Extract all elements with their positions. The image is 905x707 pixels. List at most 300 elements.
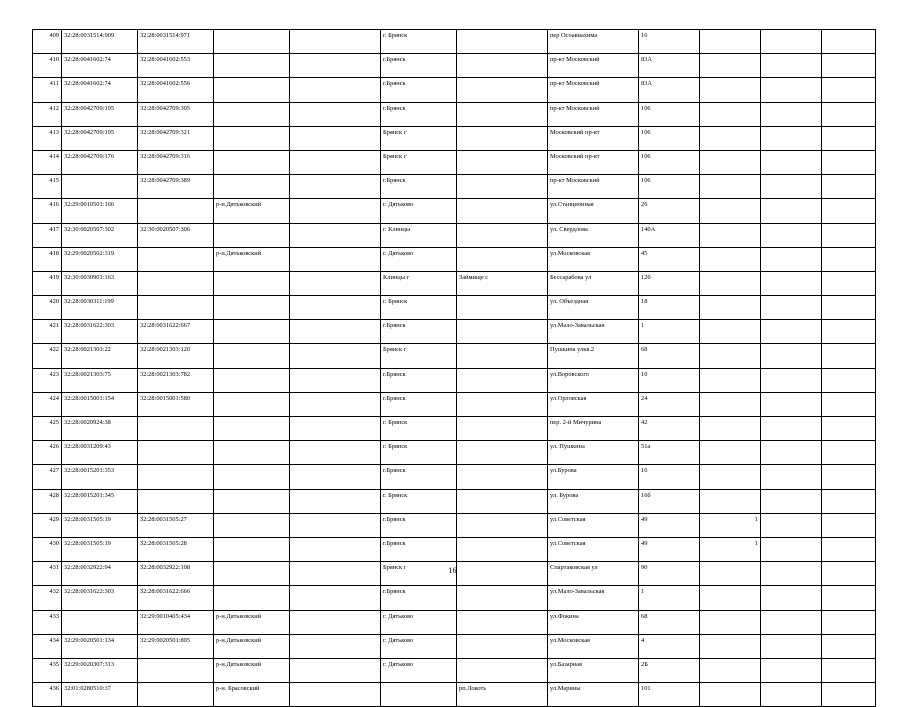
table-cell xyxy=(290,441,381,465)
table-cell xyxy=(700,223,761,247)
table-cell xyxy=(761,78,822,102)
table-cell: 16б xyxy=(639,489,700,513)
table-cell: г.Брянск xyxy=(381,78,457,102)
table-cell xyxy=(290,30,381,54)
table-cell: Брянск г xyxy=(381,126,457,150)
table-cell xyxy=(822,634,876,658)
table-cell: Московский пр-кт xyxy=(548,126,639,150)
table-cell xyxy=(700,344,761,368)
table-cell xyxy=(290,417,381,441)
table-cell: ул.Марины xyxy=(548,683,639,707)
table-cell xyxy=(457,78,548,102)
table-cell xyxy=(290,537,381,561)
table-cell: 422 xyxy=(33,344,62,368)
table-cell xyxy=(457,634,548,658)
table-cell xyxy=(290,78,381,102)
table-cell: 32:28:0031209:43 xyxy=(62,441,138,465)
table-cell xyxy=(381,683,457,707)
table-cell xyxy=(290,223,381,247)
table-cell: ул.Фокина xyxy=(548,610,639,634)
table-cell xyxy=(700,634,761,658)
table-cell: 418 xyxy=(33,247,62,271)
table-cell: 432 xyxy=(33,586,62,610)
table-cell: 430 xyxy=(33,537,62,561)
table-cell xyxy=(457,30,548,54)
table-cell: ул. Бурова xyxy=(548,489,639,513)
table-cell: ул.Московская xyxy=(548,634,639,658)
table-cell xyxy=(214,344,290,368)
table-cell: 32:30:0030901:163 xyxy=(62,271,138,295)
table-cell xyxy=(761,417,822,441)
table-cell: пр-кт Московский xyxy=(548,102,639,126)
table-cell xyxy=(822,150,876,174)
table-cell xyxy=(822,102,876,126)
table-cell: 412 xyxy=(33,102,62,126)
table-cell: 32:28:0015201:345 xyxy=(62,489,138,513)
table-cell xyxy=(700,102,761,126)
table-cell xyxy=(138,489,214,513)
table-cell xyxy=(457,658,548,682)
table-cell: 32:28:0041602:556 xyxy=(138,78,214,102)
table-cell xyxy=(290,513,381,537)
table-cell xyxy=(822,78,876,102)
table-cell: 419 xyxy=(33,271,62,295)
table-cell: г. Дятьково xyxy=(381,610,457,634)
table-cell: 32:30:0020507:306 xyxy=(138,223,214,247)
table-cell: 32:28:0031505:28 xyxy=(138,537,214,561)
table-cell: 411 xyxy=(33,78,62,102)
table-cell: 414 xyxy=(33,150,62,174)
table-cell: г.Брянск xyxy=(381,586,457,610)
table-cell: 32:28:0042709:305 xyxy=(138,102,214,126)
table-cell: г. Дятьково xyxy=(381,658,457,682)
table-cell xyxy=(457,368,548,392)
table-cell: 436 xyxy=(33,683,62,707)
table-row xyxy=(33,368,876,392)
table-cell: 49 xyxy=(639,537,700,561)
table-cell: г.Брянск xyxy=(381,54,457,78)
table-cell xyxy=(457,610,548,634)
table-cell xyxy=(214,54,290,78)
table-cell xyxy=(822,537,876,561)
table-row xyxy=(33,513,876,537)
table-cell xyxy=(290,271,381,295)
table-cell xyxy=(761,54,822,78)
table-cell: 49 xyxy=(639,513,700,537)
table-cell xyxy=(700,320,761,344)
table-cell xyxy=(290,392,381,416)
table-cell: 140А xyxy=(639,223,700,247)
table-cell xyxy=(138,296,214,320)
table-cell: 426 xyxy=(33,441,62,465)
table-cell: Займище с xyxy=(457,271,548,295)
table-cell xyxy=(138,417,214,441)
table-cell: 68 xyxy=(639,610,700,634)
table-cell: 32:28:0042709:321 xyxy=(138,126,214,150)
table-cell xyxy=(290,683,381,707)
table-cell: г.Брянск xyxy=(381,175,457,199)
table-cell xyxy=(700,30,761,54)
table-cell xyxy=(761,223,822,247)
table-cell: ул.Базарная xyxy=(548,658,639,682)
table-cell xyxy=(290,150,381,174)
table-cell xyxy=(761,441,822,465)
table-cell: 32:28:0031622:666 xyxy=(138,586,214,610)
table-cell xyxy=(761,102,822,126)
table-cell xyxy=(214,586,290,610)
table-cell: г. Брянск xyxy=(381,441,457,465)
table-cell: г. Брянск xyxy=(381,417,457,441)
table-cell xyxy=(700,247,761,271)
table-cell: ул. Свердлова xyxy=(548,223,639,247)
table-cell xyxy=(822,513,876,537)
table-cell xyxy=(761,368,822,392)
table-cell xyxy=(761,489,822,513)
table-cell: 32:28:0042709:195 xyxy=(62,102,138,126)
table-cell: 421 xyxy=(33,320,62,344)
table-cell xyxy=(761,150,822,174)
table-cell xyxy=(761,199,822,223)
table-cell xyxy=(457,320,548,344)
table-cell xyxy=(62,610,138,634)
table-cell: 32:28:0041602:74 xyxy=(62,78,138,102)
table-cell xyxy=(700,368,761,392)
table-cell: р-н.Дятьковский xyxy=(214,247,290,271)
table-cell xyxy=(822,344,876,368)
table-cell xyxy=(457,417,548,441)
table-cell: 32:29:0020502:319 xyxy=(62,247,138,271)
table-cell: г.Брянск xyxy=(381,320,457,344)
table-cell xyxy=(700,417,761,441)
table-cell xyxy=(214,126,290,150)
table-cell xyxy=(457,441,548,465)
table-row xyxy=(33,102,876,126)
table-row xyxy=(33,586,876,610)
table-row xyxy=(33,271,876,295)
table-cell xyxy=(761,610,822,634)
table-cell: 1 xyxy=(700,537,761,561)
table-cell xyxy=(700,489,761,513)
table-row xyxy=(33,175,876,199)
table-cell: 32:28:0031514:971 xyxy=(138,30,214,54)
table-cell: 1 xyxy=(639,320,700,344)
table-cell xyxy=(138,658,214,682)
table-cell xyxy=(761,658,822,682)
table-cell xyxy=(457,513,548,537)
table-cell: 32:28:0042709:195 xyxy=(62,126,138,150)
registry-table xyxy=(32,29,876,707)
table-cell xyxy=(214,417,290,441)
table-cell: Брянск г xyxy=(381,344,457,368)
table-cell xyxy=(457,247,548,271)
table-cell xyxy=(214,223,290,247)
table-cell xyxy=(761,247,822,271)
table-cell xyxy=(290,634,381,658)
table-cell: г.Брянск xyxy=(381,368,457,392)
table-cell xyxy=(138,441,214,465)
table-cell: 32:28:0031514:909 xyxy=(62,30,138,54)
table-cell: 415 xyxy=(33,175,62,199)
table-cell xyxy=(62,175,138,199)
table-row xyxy=(33,78,876,102)
table-cell xyxy=(700,658,761,682)
table-cell: 32:29:0020307:313 xyxy=(62,658,138,682)
table-cell: г.Брянск xyxy=(381,513,457,537)
table-cell: 32:28:0021303:75 xyxy=(62,368,138,392)
table-cell xyxy=(214,271,290,295)
table-cell xyxy=(214,489,290,513)
table-cell: 431 xyxy=(33,562,62,586)
table-cell: 32:28:0015001:580 xyxy=(138,392,214,416)
table-cell xyxy=(290,610,381,634)
table-cell: ул.Советская xyxy=(548,513,639,537)
table-cell: ул.Мало-Завальская xyxy=(548,586,639,610)
table-cell xyxy=(457,489,548,513)
table-cell: г.Брянск xyxy=(381,392,457,416)
table-cell xyxy=(457,392,548,416)
table-cell: 32:29:0020501:134 xyxy=(62,634,138,658)
table-cell xyxy=(822,30,876,54)
table-cell xyxy=(457,586,548,610)
table-cell xyxy=(761,30,822,54)
table-cell: 106 xyxy=(639,126,700,150)
table-cell: 32:28:0015201:353 xyxy=(62,465,138,489)
table-cell xyxy=(457,537,548,561)
table-cell xyxy=(761,634,822,658)
table-cell xyxy=(290,368,381,392)
table-cell: пр-кт Московский xyxy=(548,175,639,199)
table-cell: 434 xyxy=(33,634,62,658)
table-cell: 416 xyxy=(33,199,62,223)
table-cell: 2Б xyxy=(639,658,700,682)
table-cell: 409 xyxy=(33,30,62,54)
table-row xyxy=(33,247,876,271)
table-cell: 410 xyxy=(33,54,62,78)
table-cell xyxy=(822,658,876,682)
table-cell: 68 xyxy=(639,344,700,368)
table-cell xyxy=(290,344,381,368)
table-cell: Брянск г xyxy=(381,150,457,174)
table-cell: г. Дятьково xyxy=(381,199,457,223)
table-cell xyxy=(822,392,876,416)
table-cell xyxy=(138,683,214,707)
table-cell xyxy=(822,368,876,392)
table-cell: ул.Бурова xyxy=(548,465,639,489)
table-cell: г. Клинцы xyxy=(381,223,457,247)
table-cell: ул.Московская xyxy=(548,247,639,271)
table-row xyxy=(33,392,876,416)
table-cell xyxy=(822,175,876,199)
table-cell xyxy=(700,271,761,295)
table-cell: р-н.Дятьковский xyxy=(214,634,290,658)
table-cell: ул. Пушкина xyxy=(548,441,639,465)
table-cell xyxy=(700,610,761,634)
table-cell xyxy=(761,320,822,344)
table-cell: 101 xyxy=(639,683,700,707)
table-cell: 10 xyxy=(639,368,700,392)
table-cell: 106 xyxy=(639,150,700,174)
table-cell xyxy=(214,392,290,416)
table-cell: пр-кт Московский xyxy=(548,54,639,78)
table-cell: г. Дятьково xyxy=(381,634,457,658)
table-cell: 26 xyxy=(639,199,700,223)
table-cell: 425 xyxy=(33,417,62,441)
table-cell xyxy=(457,102,548,126)
table-cell xyxy=(214,513,290,537)
table-cell: 435 xyxy=(33,658,62,682)
table-cell xyxy=(290,175,381,199)
table-cell xyxy=(822,586,876,610)
table-cell xyxy=(290,320,381,344)
table-cell xyxy=(290,489,381,513)
table-cell xyxy=(214,537,290,561)
table-cell xyxy=(761,271,822,295)
table-cell: пр-кт Московский xyxy=(548,78,639,102)
table-cell xyxy=(700,296,761,320)
table-cell xyxy=(822,247,876,271)
table-cell: 42 xyxy=(639,417,700,441)
table-cell xyxy=(457,150,548,174)
table-cell: 429 xyxy=(33,513,62,537)
table-cell xyxy=(214,296,290,320)
table-cell xyxy=(214,102,290,126)
table-cell: г. Брянск xyxy=(381,489,457,513)
table-cell: 106 xyxy=(639,102,700,126)
table-cell xyxy=(700,126,761,150)
table-cell: Клинцы г xyxy=(381,271,457,295)
table-cell: г.Брянск xyxy=(381,537,457,561)
table-cell: Бессарабова ул xyxy=(548,271,639,295)
table-cell: 32:28:0020924:38 xyxy=(62,417,138,441)
table-row xyxy=(33,54,876,78)
table-cell: 423 xyxy=(33,368,62,392)
table-cell: ул.Мало-Завальская xyxy=(548,320,639,344)
page-number: 16 xyxy=(448,566,457,575)
table-cell: 32:28:0042709:389 xyxy=(138,175,214,199)
table-row xyxy=(33,320,876,344)
table-cell: 32:28:0031622:667 xyxy=(138,320,214,344)
table-cell: р-н.Дятьковский xyxy=(214,199,290,223)
table-cell xyxy=(290,296,381,320)
table-row xyxy=(33,683,876,707)
table-cell: 417 xyxy=(33,223,62,247)
table-row xyxy=(33,296,876,320)
table-cell xyxy=(761,392,822,416)
table-row xyxy=(33,658,876,682)
table-cell: 32:28:0042709:316 xyxy=(138,150,214,174)
table-row xyxy=(33,150,876,174)
table-cell: ул.Воровского xyxy=(548,368,639,392)
table-cell: г.Брянск xyxy=(381,465,457,489)
table-cell: 32:29:0020501:805 xyxy=(138,634,214,658)
table-cell xyxy=(761,126,822,150)
table-cell: 32:28:0032922:94 xyxy=(62,562,138,586)
table-cell xyxy=(822,683,876,707)
table-cell xyxy=(457,344,548,368)
table-cell: 83А xyxy=(639,54,700,78)
table-cell xyxy=(457,465,548,489)
table-cell xyxy=(214,320,290,344)
table-cell: 32:28:0030311:199 xyxy=(62,296,138,320)
table-row xyxy=(33,441,876,465)
table-row xyxy=(33,223,876,247)
table-cell: ул.Советская xyxy=(548,537,639,561)
table-cell xyxy=(761,296,822,320)
table-cell xyxy=(822,296,876,320)
table-cell: Пушкина улкв.2 xyxy=(548,344,639,368)
table-cell: 32:28:0021303:22 xyxy=(62,344,138,368)
table-cell xyxy=(761,537,822,561)
table-cell: 18 xyxy=(639,296,700,320)
table-cell xyxy=(822,320,876,344)
table-cell xyxy=(457,126,548,150)
table-cell xyxy=(457,296,548,320)
table-cell xyxy=(214,150,290,174)
table-cell: 413 xyxy=(33,126,62,150)
table-cell xyxy=(761,465,822,489)
table-cell: 32:28:0042709:176 xyxy=(62,150,138,174)
table-row xyxy=(33,199,876,223)
table-cell xyxy=(138,465,214,489)
table-cell: 16 xyxy=(639,30,700,54)
table-cell: 32:28:0041602:74 xyxy=(62,54,138,78)
table-cell xyxy=(822,54,876,78)
table-cell xyxy=(822,417,876,441)
table-cell xyxy=(822,610,876,634)
table-cell: г.Брянск xyxy=(381,102,457,126)
table-cell xyxy=(457,54,548,78)
table-cell: 32:29:0010405:434 xyxy=(138,610,214,634)
table-cell xyxy=(822,199,876,223)
table-cell xyxy=(138,247,214,271)
table-cell: 32:30:0020507:302 xyxy=(62,223,138,247)
table-cell: Брянск г xyxy=(381,562,457,586)
table-cell xyxy=(290,465,381,489)
table-cell: 32:28:0021303:782 xyxy=(138,368,214,392)
table-cell: р-н. Брасовский xyxy=(214,683,290,707)
table-cell xyxy=(700,150,761,174)
table-cell: 32:28:0032922:108 xyxy=(138,562,214,586)
table-row xyxy=(33,634,876,658)
table-cell xyxy=(700,465,761,489)
table-cell xyxy=(700,392,761,416)
table-cell xyxy=(700,586,761,610)
table-cell: 16 xyxy=(639,465,700,489)
table-row xyxy=(33,489,876,513)
table-cell xyxy=(761,683,822,707)
table-cell: рп.Локоть xyxy=(457,683,548,707)
table-cell: г. Брянск xyxy=(381,30,457,54)
table-cell xyxy=(822,489,876,513)
table-cell: ул.Орловская xyxy=(548,392,639,416)
table-row xyxy=(33,537,876,561)
table-cell: р-н.Дятьковский xyxy=(214,610,290,634)
table-cell xyxy=(700,175,761,199)
table-cell: 1 xyxy=(639,586,700,610)
table-cell xyxy=(138,199,214,223)
table-cell: пер. 2-й Мичурина xyxy=(548,417,639,441)
table-cell: г. Дятьково xyxy=(381,247,457,271)
table-cell xyxy=(822,126,876,150)
table-cell: 45 xyxy=(639,247,700,271)
table-cell: р-н.Дятьковский xyxy=(214,658,290,682)
table-cell: Московский пр-кт xyxy=(548,150,639,174)
table-cell: Спартаковская ул xyxy=(548,562,639,586)
table-cell: 32:28:0015001:154 xyxy=(62,392,138,416)
table-cell xyxy=(290,126,381,150)
table-cell: 32:28:0041602:553 xyxy=(138,54,214,78)
table-cell xyxy=(700,199,761,223)
